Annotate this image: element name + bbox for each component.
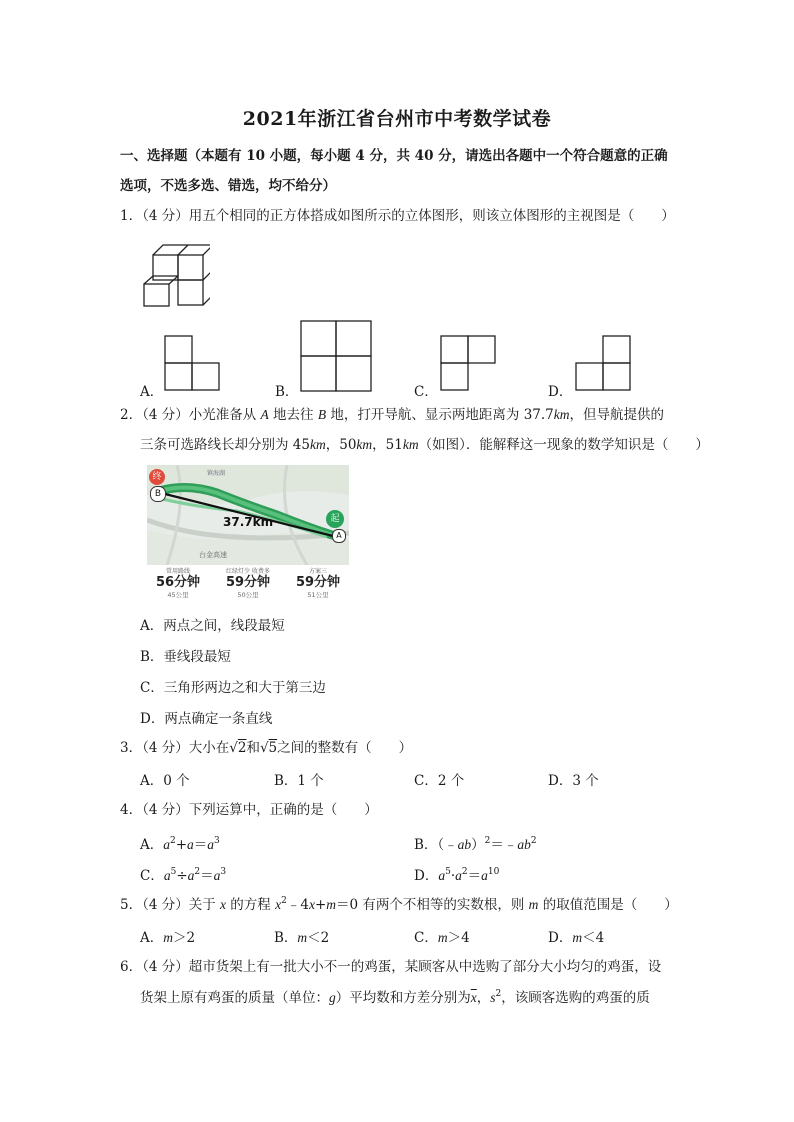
q1-option-a-view[interactable]	[164, 335, 222, 393]
route-card-2[interactable]: 红绿灯少 收费多 59分钟 50公里	[225, 568, 271, 599]
q1-option-d-view[interactable]	[575, 335, 633, 393]
map-distance-label: 37.7km	[223, 515, 274, 529]
point-b-marker: B	[150, 486, 166, 502]
q2-option-a[interactable]: A．两点之间，线段最短	[140, 618, 285, 634]
q1-option-c-label[interactable]: C．	[414, 384, 438, 400]
q1-option-a-label[interactable]: A．	[140, 384, 164, 400]
route-card-1[interactable]: 常用路线 56分钟 45公里	[155, 568, 201, 599]
q2-map-figure	[147, 465, 349, 605]
q1-option-c-view[interactable]	[440, 335, 498, 393]
q2-text-line1: 2．（4 分）小光准备从 A 地去往 B 地，打开导航、显示两地距离为 37.7km，但导航提供的	[120, 407, 665, 423]
q3-option-c[interactable]: C．2 个	[414, 773, 465, 789]
q2-text-line2: 三条可选路线长却分别为 45km，50km，51km（如图）．能解释这一现象的数学知识是（ ）	[140, 437, 709, 453]
q6-text-line1: 6．（4 分）超市货架上有一批大小不一的鸡蛋，某顾客从中选购了部分大小均匀的鸡蛋，设	[120, 959, 662, 975]
q6-text-line2: 货架上原有鸡蛋的质量（单位：g）平均数和方差分别为$\overline{x}$，$s^2$，该顾客选购的鸡蛋的质	[140, 989, 650, 1006]
q5-option-c[interactable]: C．m＞4	[414, 930, 470, 946]
start-badge: 起	[326, 510, 344, 528]
q1-text: 1．（4 分）用五个相同的正方体搭成如图所示的立体图形，则该立体图形的主视图是（ ）	[120, 208, 675, 224]
end-badge: 终	[149, 469, 165, 485]
q4-text: 4．（4 分）下列运算中，正确的是（ ）	[120, 802, 378, 818]
q1-option-b-view[interactable]	[300, 320, 374, 394]
q1-option-b-label[interactable]: B．	[275, 384, 299, 400]
q3-option-b[interactable]: B．1 个	[274, 773, 324, 789]
q2-option-c[interactable]: C．三角形两边之和大于第三边	[140, 680, 326, 696]
q1-option-d-label[interactable]: D．	[548, 384, 573, 400]
q4-option-d[interactable]: D．$a^5\cdot a^2=a^{10}$	[414, 867, 500, 884]
section-header-line2: 选项，不选多选、错选，均不给分）	[120, 178, 336, 194]
q5-text: 5．（4 分）关于 x 的方程 $x^2﹣4x+m=0$ 有两个不相等的实数根，则 m 的取值范围是（ ）	[120, 896, 678, 913]
sqrt-icon: √	[259, 740, 269, 756]
q2-option-b[interactable]: B．垂线段最短	[140, 649, 231, 665]
q3-option-a[interactable]: A．0 个	[140, 773, 190, 789]
q1-solid-figure	[140, 238, 210, 310]
q5-option-a[interactable]: A．m＞2	[140, 930, 196, 946]
q5-option-b[interactable]: B．m＜2	[274, 930, 330, 946]
map-road-label: 台金高速	[199, 551, 227, 559]
section-header-line1: 一、选择题（本题有 10 小题，每小题 4 分，共 40 分，请选出各题中一个符合题意的正确	[120, 148, 668, 164]
q3-option-d[interactable]: D．3 个	[548, 773, 599, 789]
q2-option-d[interactable]: D．两点确定一条直线	[140, 711, 273, 727]
point-a-marker: A	[332, 529, 346, 543]
q5-option-d[interactable]: D．m＜4	[548, 930, 605, 946]
q3-text: 3．（4 分）大小在√2和√5之间的整数有（ ）	[120, 740, 413, 756]
q4-option-a[interactable]: A．$a^2+a=a^3$	[140, 836, 220, 853]
map-place-label: 镇海湖	[207, 470, 226, 477]
sqrt-icon: √	[229, 740, 238, 756]
q4-option-c[interactable]: C．$a^5\div a^2=a^3$	[140, 867, 227, 884]
page-title: 2021年浙江省台州市中考数学试卷	[242, 108, 552, 130]
route-card-3[interactable]: 方案三 59分钟 51公里	[295, 568, 341, 599]
q4-option-b[interactable]: B．$(﹣ab)^2=﹣ab^2$	[414, 836, 537, 853]
